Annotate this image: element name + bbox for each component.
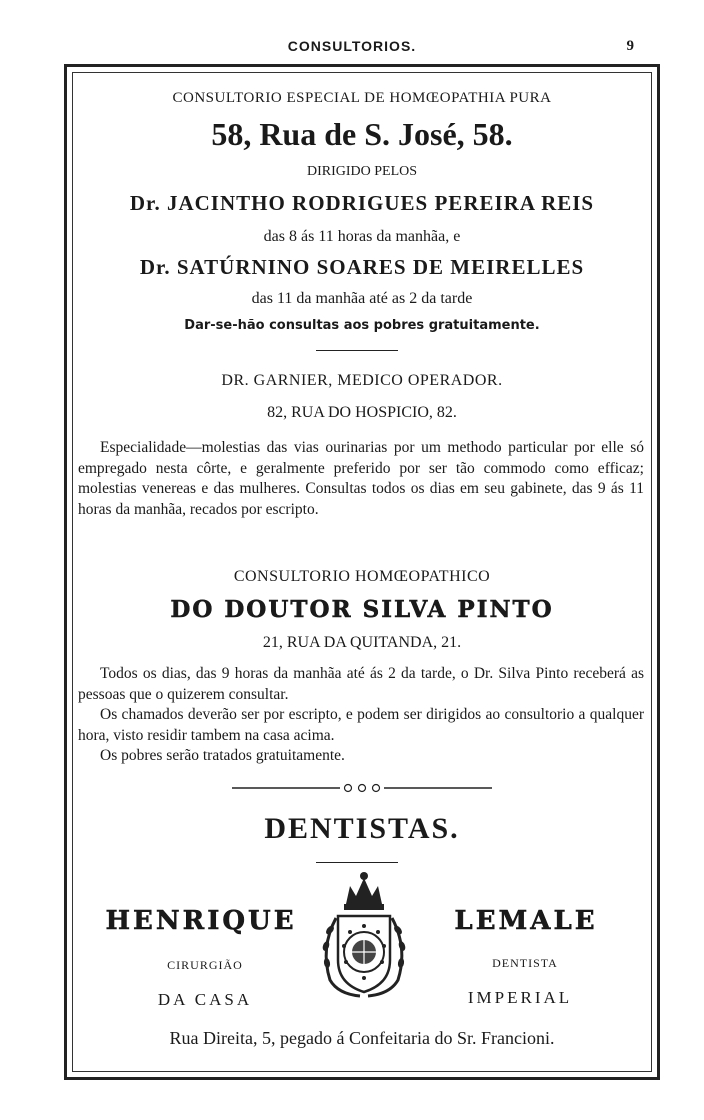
divider-rule	[316, 350, 398, 351]
ad3-doctor: DO DOUTOR SILVA PINTO	[170, 596, 554, 623]
imperial-coat-of-arms-icon	[316, 868, 412, 1004]
ad4-name-left: HENRIQUE	[105, 906, 297, 936]
running-head-title: CONSULTORIOS.	[287, 38, 417, 54]
ad3-body	[78, 664, 644, 767]
ad4-line-right: IMPERIAL	[467, 988, 573, 1007]
ad2-body-text: Especialidade—molestias das vias ourinarias por um methodo particular por elle só empregado nesta côrte, e geralmente preferido por ser tão commodo como efficaz; molestias venereas e das mulheres. Consultas todos os dias em seu gabinete, das 9 ás 11 horas da manhãa, recados por escripto.	[78, 439, 644, 518]
ad4-line-left: DA CASA	[157, 990, 253, 1009]
ad2-body	[78, 438, 644, 520]
ad4-address: Rua Direita, 5, pegado á Confeitaria do Sr. Francioni.	[169, 1028, 555, 1048]
ad1-doctor1: Dr. JACINTHO RODRIGUES PEREIRA REIS	[129, 191, 595, 215]
ad3-p1: Todos os dias, das 9 horas da manhãa até ás 2 da tarde, o Dr. Silva Pinto receberá as pessoas que o quizerem consultar.	[78, 665, 644, 703]
ad3-address: 21, RUA DA QUITANDA, 21.	[262, 634, 462, 651]
ad1-hours1: das 8 ás 11 horas da manhãa, e	[263, 228, 461, 245]
ad1-note: Dar-se-hão consultas aos pobres gratuitamente.	[184, 318, 540, 333]
ad1-address: 58, Rua de S. José, 58.	[211, 116, 513, 152]
ad3-heading: CONSULTORIO HOMŒOPATHICO	[233, 568, 491, 585]
section-title: DENTISTAS.	[264, 812, 460, 845]
running-head	[0, 38, 704, 60]
ad3-p3: Os pobres serão tratados gratuitamente.	[100, 747, 345, 764]
ad1-hours2: das 11 da manhãa até as 2 da tarde	[251, 290, 473, 307]
divider-rule	[316, 862, 398, 863]
ad1-directed-by: DIRIGIDO PELOS	[306, 164, 418, 179]
ad2-address: 82, RUA DO HOSPICIO, 82.	[267, 404, 457, 421]
ad1-doctor2: Dr. SATÚRNINO SOARES DE MEIRELLES	[139, 255, 585, 279]
ad4-name-right: LEMALE	[454, 906, 598, 936]
ad4-role-right: DENTISTA	[492, 956, 558, 970]
ornament-divider	[232, 780, 492, 796]
ad1-heading: CONSULTORIO ESPECIAL DE HOMŒOPATHIA PURA	[172, 90, 552, 106]
ad3-p2: Os chamados deverão ser por escripto, e podem ser dirigidos ao consultorio a qualquer hora, visto residir tambem na casa acima.	[78, 706, 644, 744]
ad4-role-left: CIRURGIÃO	[167, 958, 243, 972]
page-number: 9	[626, 38, 634, 54]
ad2-heading: DR. GARNIER, MEDICO OPERADOR.	[221, 372, 503, 389]
